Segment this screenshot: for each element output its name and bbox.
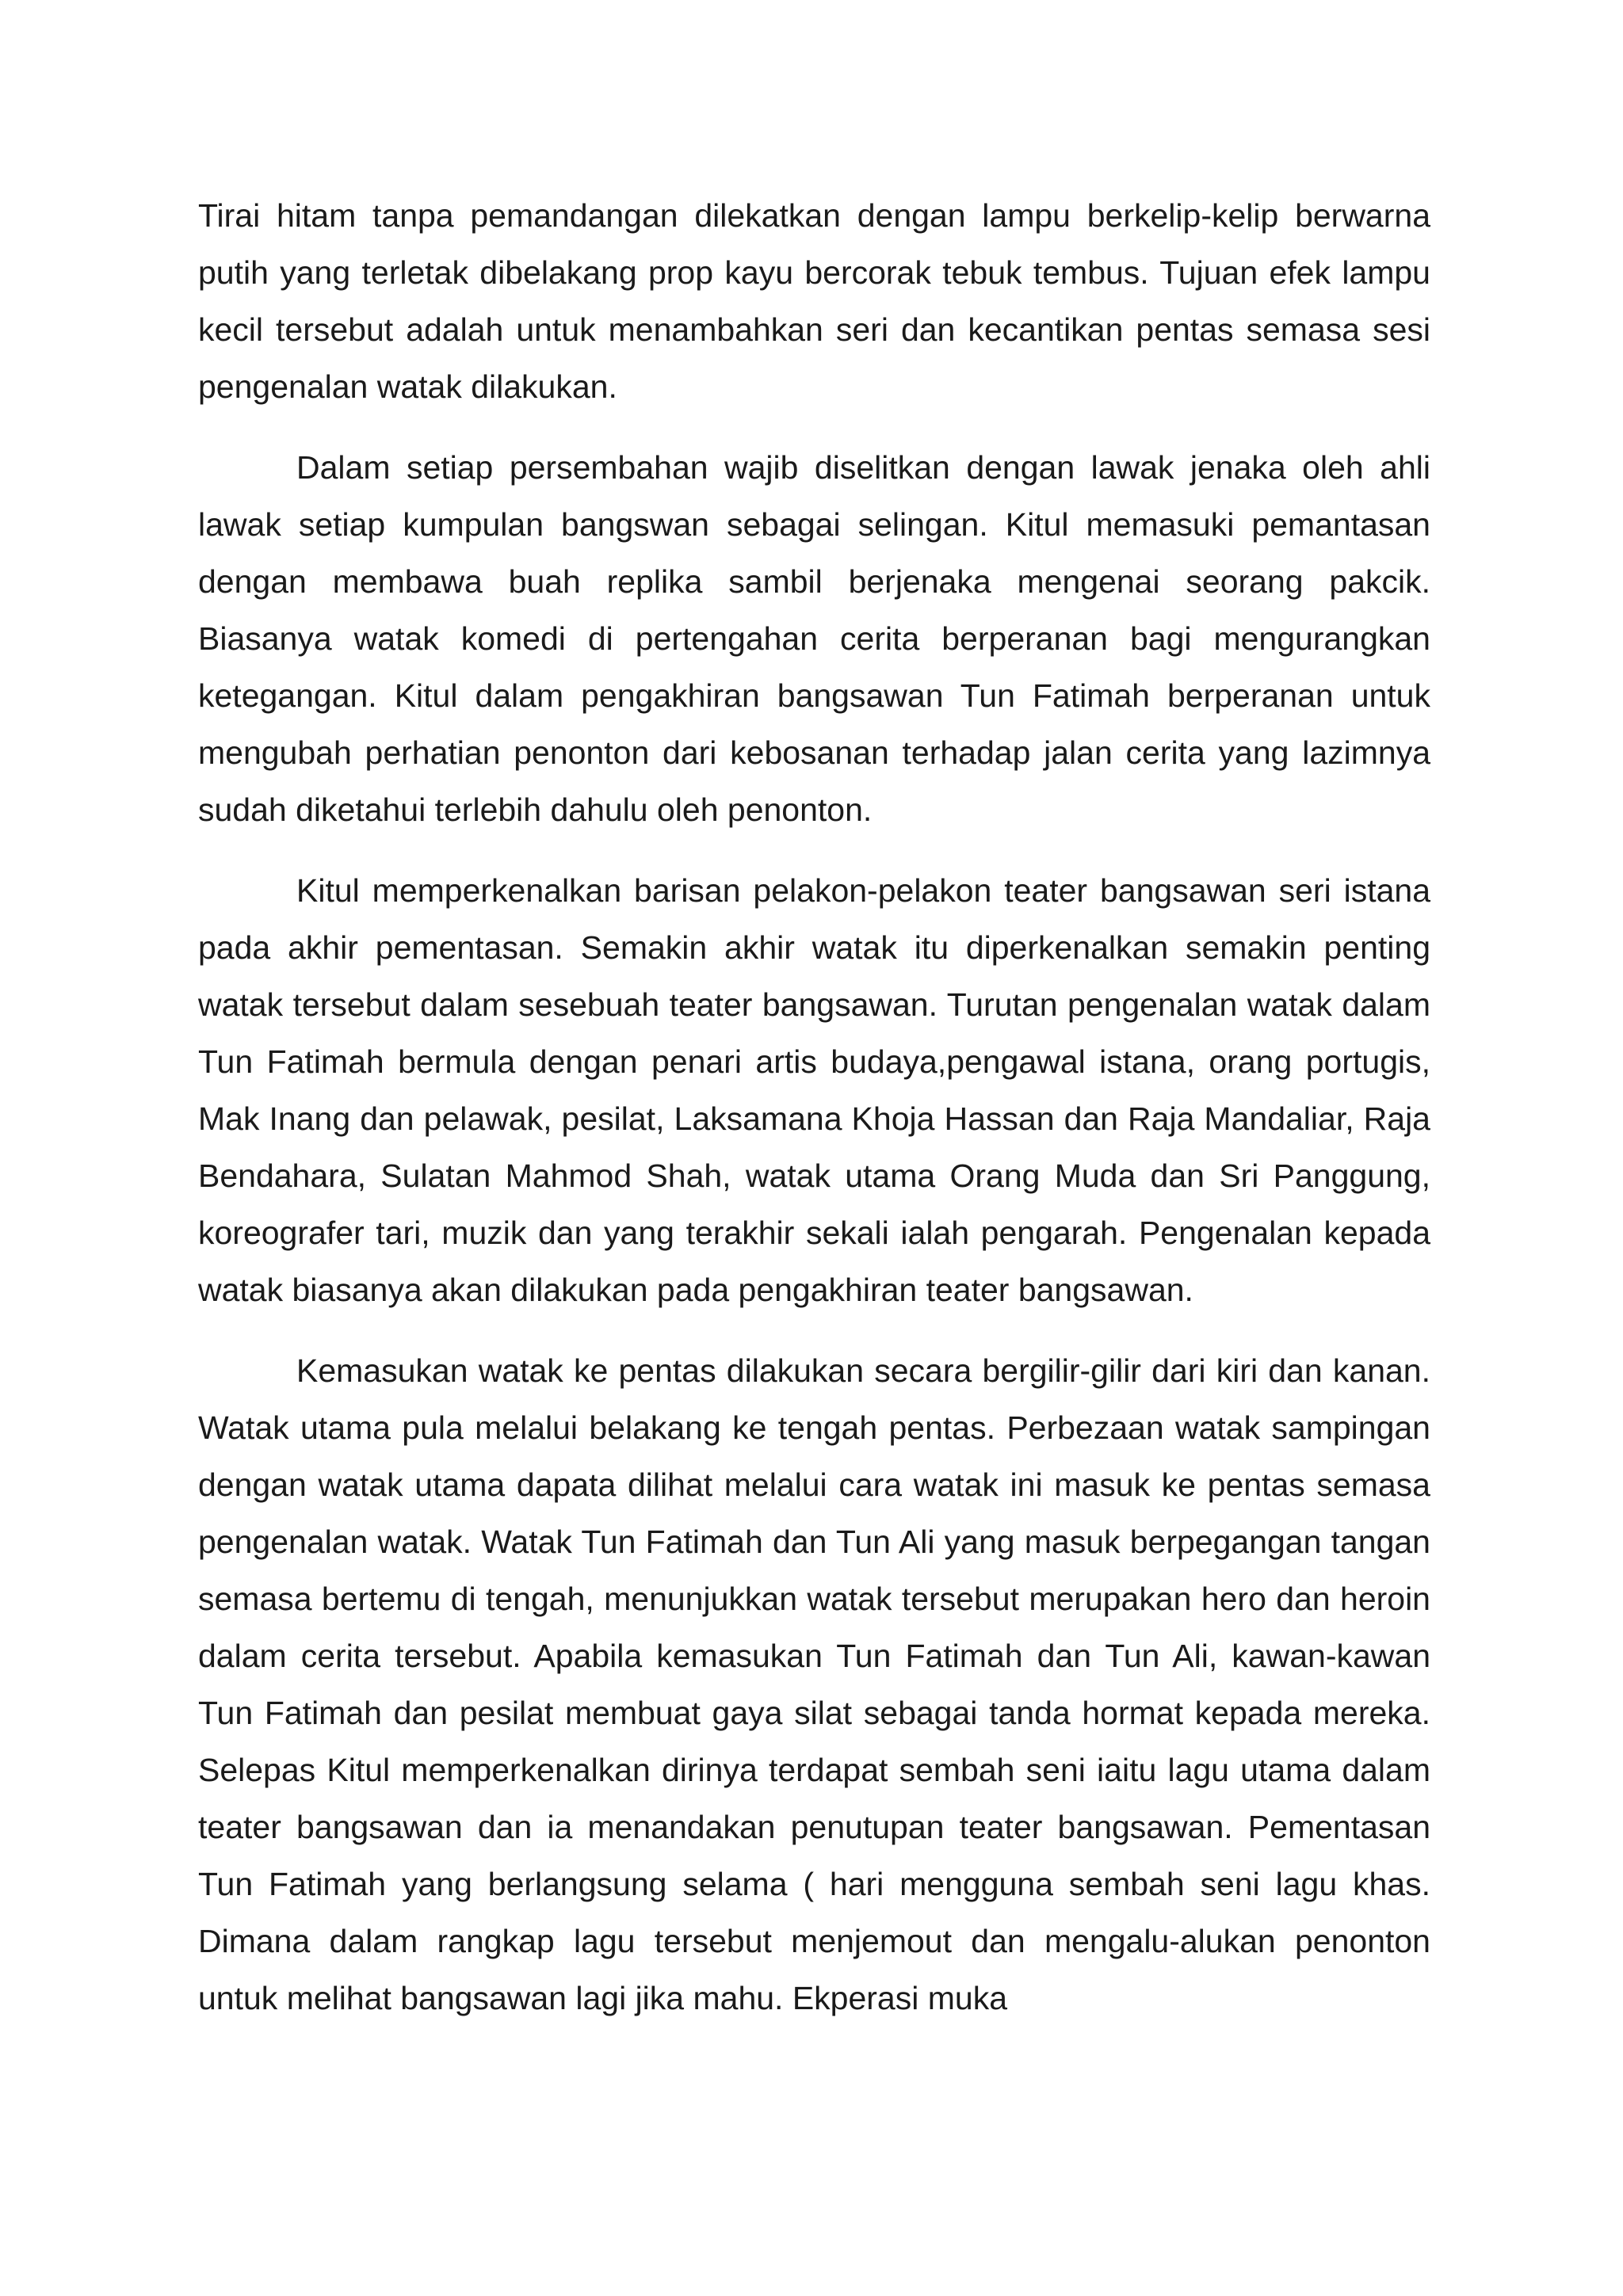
- paragraph-1: Tirai hitam tanpa pemandangan dilekatkan dengan lampu berkelip-kelip berwarna putih yang terletak dibelakang prop kayu bercorak tebuk tembus. Tujuan efek lampu kecil tersebut adalah untuk menambahkan seri dan kecantikan pentas semasa sesi pengenalan watak dilakukan.: [198, 197, 1430, 405]
- document-page: [198, 187, 1430, 2050]
- paragraph-4: Kemasukan watak ke pentas dilakukan secara bergilir-gilir dari kiri dan kanan. Watak utama pula melalui belakang ke tengah pentas. Perbezaan watak sampingan dengan watak utama dapata dilihat melalui cara watak ini masuk ke pentas semasa pengenalan watak. Watak Tun Fatimah dan Tun Ali yang masuk berpegangan tangan semasa bertemu di tengah, menunjukkan watak tersebut merupakan hero dan heroin dalam cerita tersebut. Apabila kemasukan Tun Fatimah dan Tun Ali, kawan-kawan Tun Fatimah dan pesilat membuat gaya silat sebagai tanda hormat kepada mereka. Selepas Kitul memperkenalkan dirinya terdapat sembah seni iaitu lagu utama dalam teater bangsawan dan ia menandakan penutupan teater bangsawan. Pementasan Tun Fatimah yang berlangsung selama ( hari mengguna sembah seni lagu khas. Dimana dalam rangkap lagu tersebut menjemout dan mengalu-alukan penonton untuk melihat bangsawan lagi jika mahu. Ekperasi muka: [198, 1352, 1430, 2016]
- paragraph-3: Kitul memperkenalkan barisan pelakon-pelakon teater bangsawan seri istana pada akhir pementasan. Semakin akhir watak itu diperkenalkan semakin penting watak tersebut dalam sesebuah teater bangsawan. Turutan pengenalan watak dalam Tun Fatimah bermula dengan penari artis budaya,pengawal istana, orang portugis, Mak Inang dan pelawak, pesilat, Laksamana Khoja Hassan dan Raja Mandaliar, Raja Bendahara, Sulatan Mahmod Shah, watak utama Orang Muda dan Sri Panggung, koreografer tari, muzik dan yang terakhir sekali ialah pengarah. Pengenalan kepada watak biasanya akan dilakukan pada pengakhiran teater bangsawan.: [198, 872, 1430, 1308]
- paragraph-2: Dalam setiap persembahan wajib diselitkan dengan lawak jenaka oleh ahli lawak setiap kumpulan bangswan sebagai selingan. Kitul memasuki pemantasan dengan membawa buah replika sambil berjenaka mengenai seorang pakcik. Biasanya watak komedi di pertengahan cerita berperanan bagi mengurangkan ketegangan. Kitul dalam pengakhiran bangsawan Tun Fatimah berperanan untuk mengubah perhatian penonton dari kebosanan terhadap jalan cerita yang lazimnya sudah diketahui terlebih dahulu oleh penonton.: [198, 449, 1430, 828]
